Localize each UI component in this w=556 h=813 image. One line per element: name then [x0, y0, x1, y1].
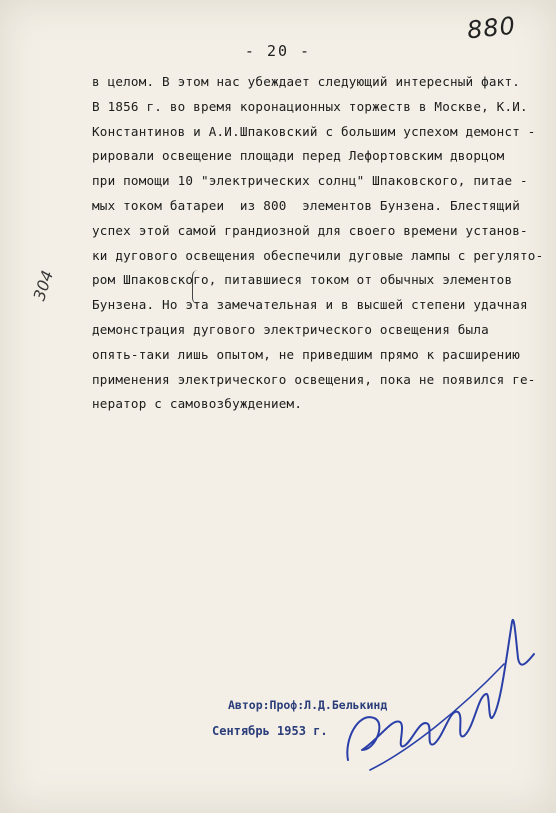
text-line: демонстрация дугового электрического освещения была [92, 321, 489, 337]
text-line: нератор с самовозбуждением. [92, 396, 303, 412]
page-number: - 20 - [244, 42, 312, 60]
text-line: применения электрического освещения, пока не появился ге- [92, 371, 536, 387]
text-line: Бунзена. Но эта замечательная и в высшей степени удачная [92, 297, 528, 313]
text-line: успех этой самой грандиозной для своего времени установ- [92, 222, 528, 238]
text-line: рировали освещение площади перед Лефортовским дворцом [92, 148, 505, 164]
text-line: ки дугового освещения обеспечили дуговые лампы с регулято- [92, 247, 544, 263]
text-line: опять-таки лишь опытом, не приведшим прямо к расширению [92, 346, 521, 362]
body-text [92, 70, 552, 417]
text-line: при помощи 10 "электрических солнц" Шпаковского, питае - [92, 173, 528, 189]
folio-number: 880 [465, 11, 518, 45]
text-line: мых током батареи из 800 элементов Бунзена. Блестящий [92, 197, 521, 213]
author-line: Автор:Проф:Л.Д.Белькинд [228, 698, 388, 712]
text-line: Константинов и А.И.Шпаковский с большим успехом демонст - [92, 123, 536, 139]
date-line: Сентябрь 1953 г. [212, 724, 328, 738]
handwritten-signature [340, 600, 540, 780]
margin-note: 304 [29, 268, 58, 303]
text-line: в целом. В этом нас убеждает следующий интересный факт. [92, 74, 521, 89]
text-line: ром Шпаковского, питавшиеся током от обычных элементов [92, 272, 513, 288]
text-line: В 1856 г. во время коронационных торжеств в Москве, К.И. [92, 98, 528, 114]
